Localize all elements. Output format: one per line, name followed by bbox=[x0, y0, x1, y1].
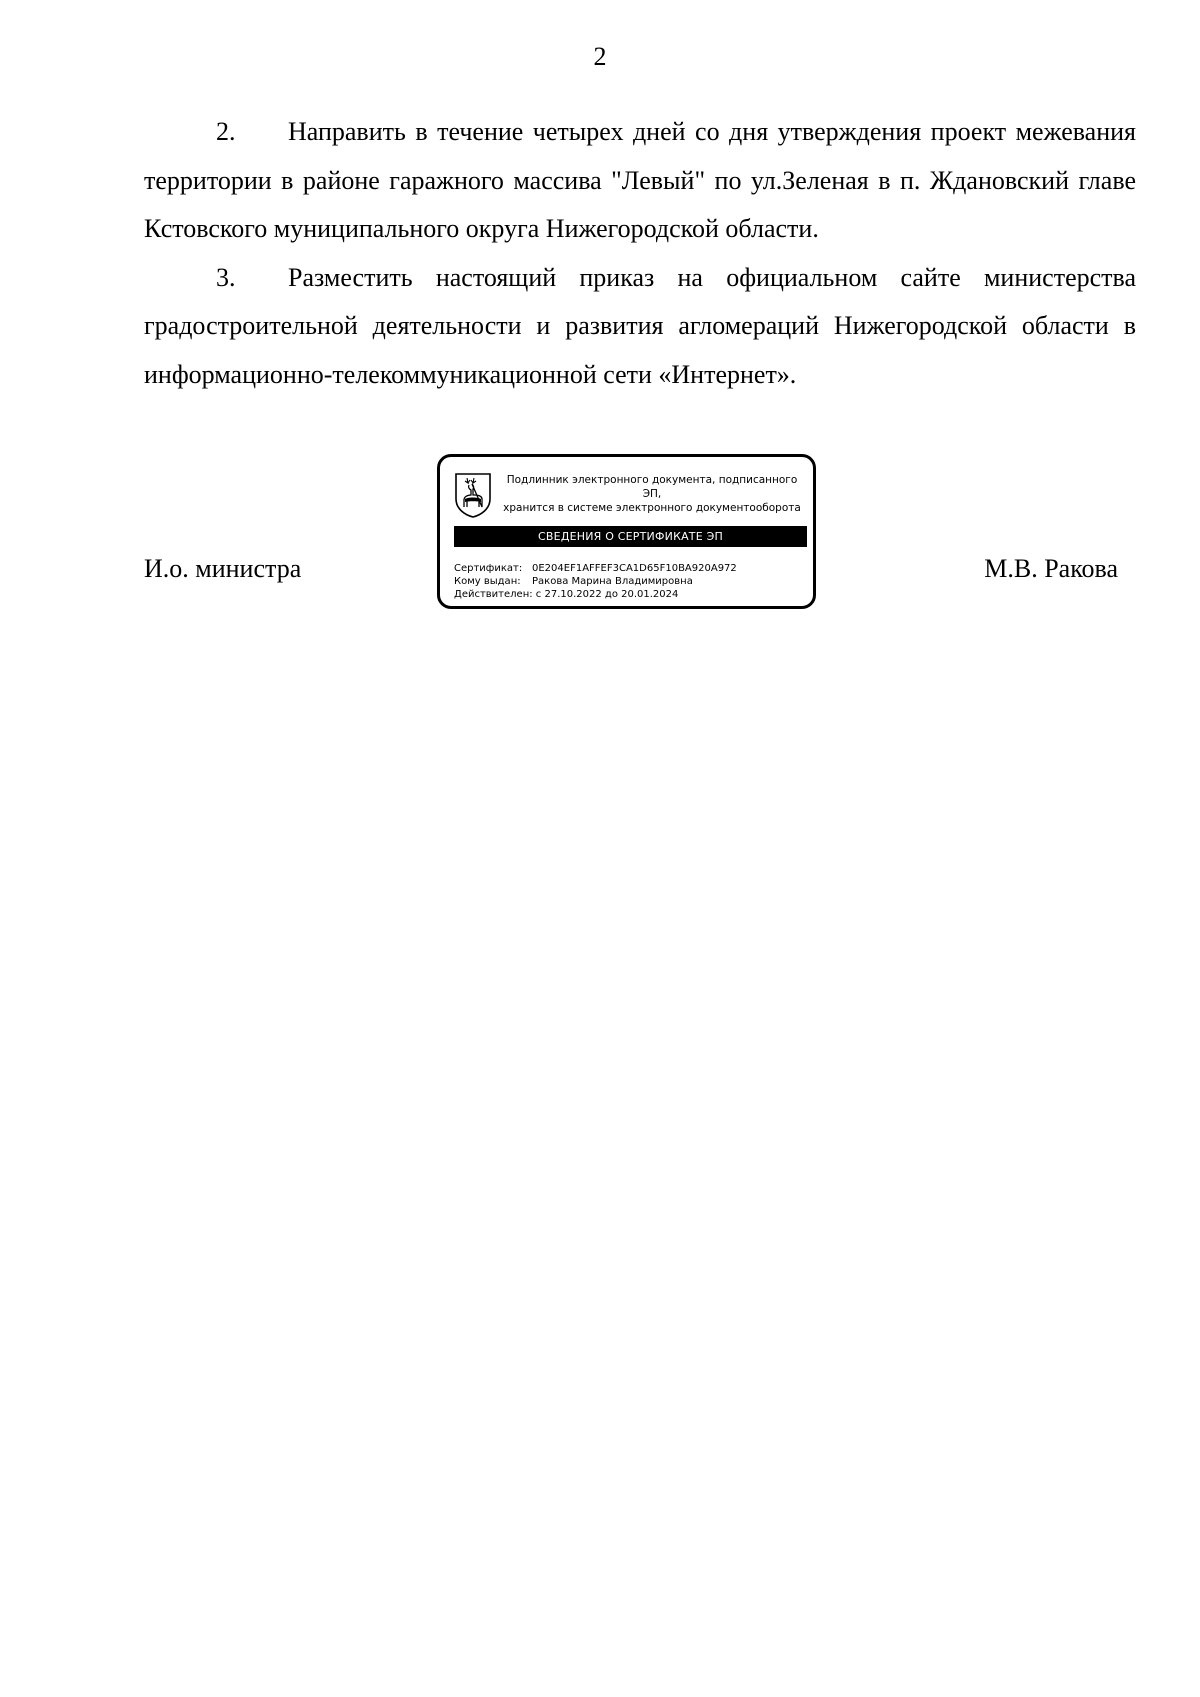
paragraph-number: 2. bbox=[216, 117, 236, 146]
paragraph-text: Разместить настоящий приказ на официальном сайте министерства градостроительной деятельности и развития агломераций Нижегородской области в информационно-телекоммуникационной сети «Интернет». bbox=[144, 262, 1136, 389]
certificate-label: Сертификат: bbox=[454, 563, 523, 574]
stamp-header bbox=[496, 473, 808, 515]
paragraph-2 bbox=[144, 108, 1136, 254]
document-body bbox=[144, 108, 1136, 399]
issued-to-value: Ракова Марина Владимировна bbox=[532, 576, 693, 587]
signature-block bbox=[0, 452, 1200, 622]
issued-to-label: Кому выдан: bbox=[454, 576, 521, 587]
certificate-details bbox=[454, 562, 737, 601]
signer-role: И.о. министра bbox=[144, 554, 302, 583]
issued-to-row bbox=[454, 575, 737, 588]
electronic-signature-stamp bbox=[437, 454, 816, 609]
paragraph-number: 3. bbox=[216, 262, 236, 292]
validity-value: с 27.10.2022 до 20.01.2024 bbox=[535, 589, 679, 600]
stamp-band-title: СВЕДЕНИЯ О СЕРТИФИКАТЕ ЭП bbox=[454, 526, 807, 547]
paragraph-text: Направить в течение четырех дней со дня утверждения проект межевания территории в районе гаражного массива "Левый" по ул.Зеленая в п. Ждановский главе Кстовского муниципального округа Нижегородской области. bbox=[144, 117, 1136, 243]
validity-row bbox=[454, 588, 737, 601]
coat-of-arms-icon bbox=[453, 471, 493, 519]
signer-name: М.В. Ракова bbox=[984, 554, 1118, 583]
page-number: 2 bbox=[593, 42, 607, 71]
stamp-header-line: Подлинник электронного документа, подписанного ЭП, bbox=[506, 474, 798, 500]
stamp-header-line: хранится в системе электронного документооборота bbox=[503, 502, 801, 514]
validity-label: Действителен: bbox=[454, 589, 533, 600]
paragraph-3 bbox=[144, 254, 1136, 400]
certificate-value: 0E204EF1AFFEF3CA1D65F10BA920A972 bbox=[532, 563, 737, 574]
certificate-row bbox=[454, 562, 737, 575]
